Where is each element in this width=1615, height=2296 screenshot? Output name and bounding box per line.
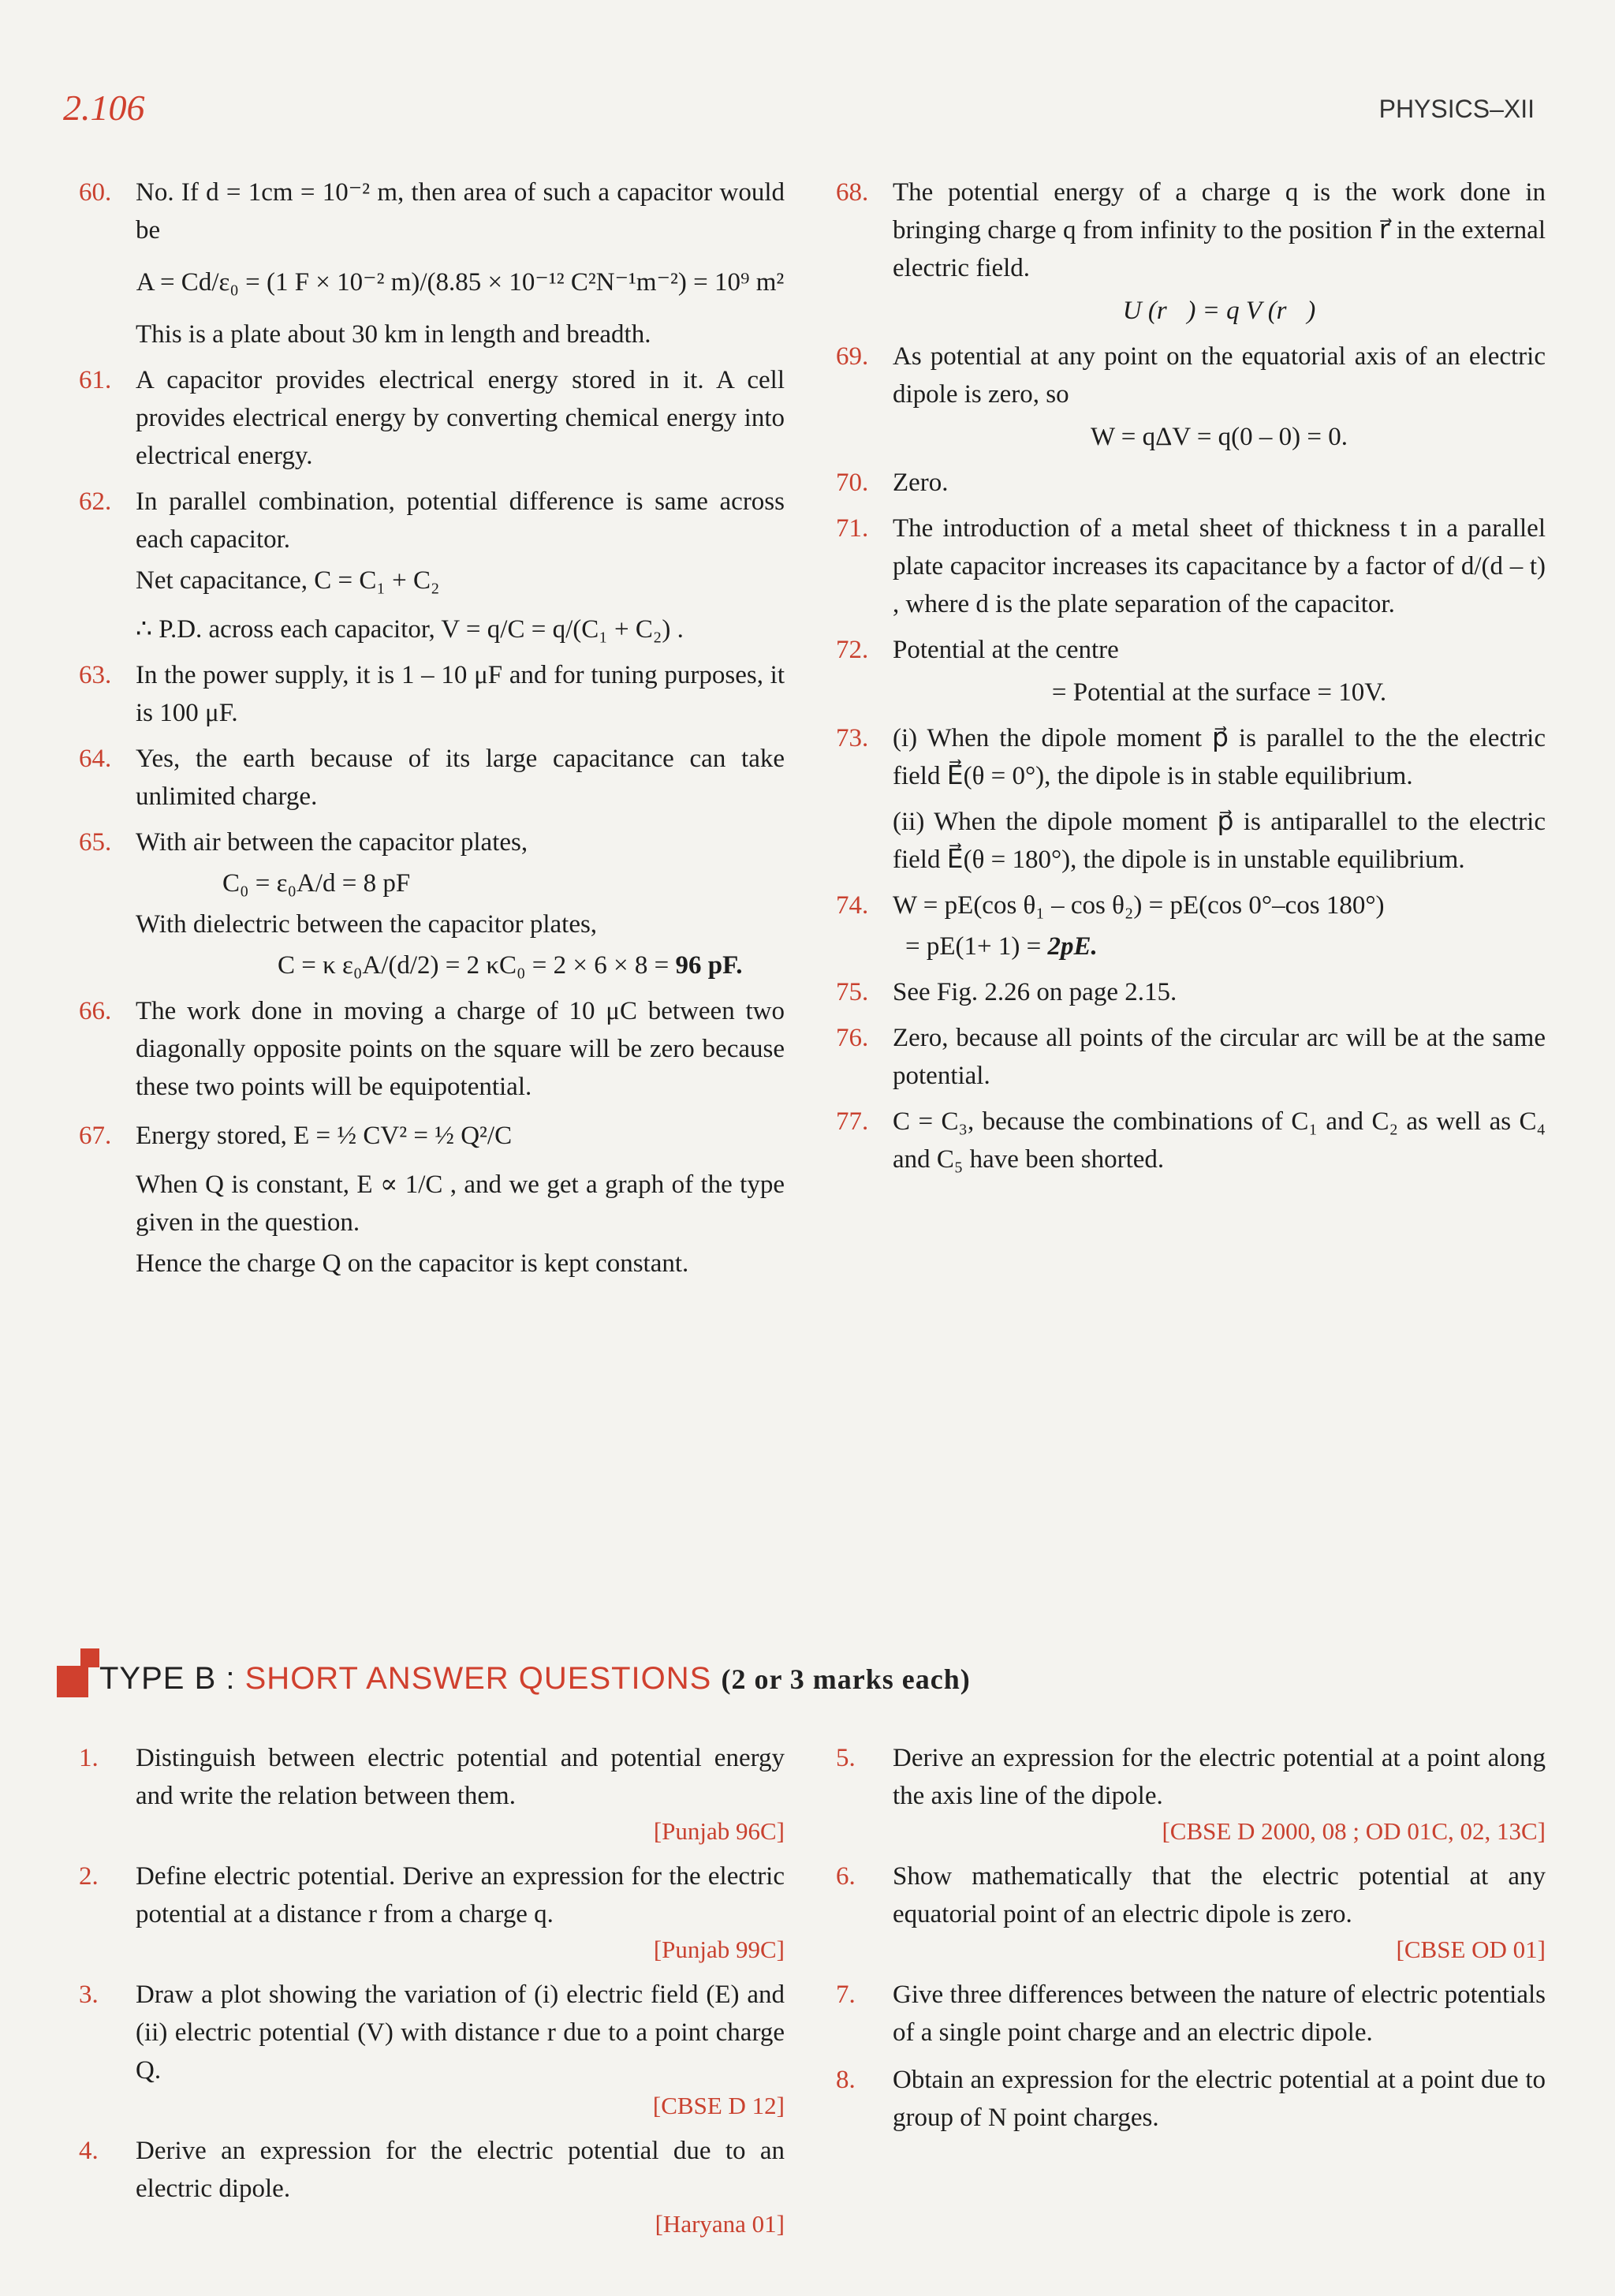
answer-text: Yes, the earth because of its large capacitance can take unlimited charge. <box>136 745 785 811</box>
answer-number: 65. <box>79 828 112 857</box>
section-marker-small <box>80 1648 99 1667</box>
net-capacitance-line: Net capacitance, C = C₁ + C₂ <box>136 566 440 595</box>
energy-equation: Energy stored, E = ½ CV² = ½ Q²/C <box>136 1122 513 1150</box>
answer-text: The potential energy of a charge q is the work done in bringing charge q from infinity to the position r⃗ in the external electric field. <box>893 178 1546 282</box>
answer-67 <box>79 1117 785 1282</box>
question-3 <box>79 1976 785 2122</box>
work-dipole-equation: W = pE(cos θ₁ – cos θ₂) = pE(cos 0°–cos 180°) <box>893 891 1385 920</box>
book-title: PHYSICS–XII <box>1378 95 1535 123</box>
pd-equation: ∴ P.D. across each capacitor, V = q/C = q/(C₁ + C₂) . <box>136 615 684 644</box>
answer-number: 74. <box>836 891 869 920</box>
answer-text: See Fig. 2.26 on page 2.15. <box>893 978 1177 1006</box>
answer-number: 61. <box>79 366 112 394</box>
answer-text: Zero. <box>893 469 949 497</box>
question-reference: [Punjab 96C] <box>653 1817 785 1845</box>
answer-71 <box>836 510 1546 623</box>
page-number: 2.106 <box>63 88 145 128</box>
section-marker-large <box>57 1666 88 1697</box>
answer-note: This is a plate about 30 km in length and breadth. <box>136 320 651 349</box>
question-text: Distinguish between electric potential and potential energy and write the relation between them. <box>136 1744 785 1810</box>
answer-text: A capacitor provides electrical energy stored in it. A cell provides electrical energy by converting chemical energy into electrical energy. <box>136 366 785 470</box>
question-text: Give three differences between the nature of electric potentials of a single point charge and an electric dipole. <box>893 1981 1546 2047</box>
answer-text: The work done in moving a charge of 10 μC between two diagonally opposite points on the square will be zero because these two points will be equipotential. <box>136 997 785 1101</box>
answer-66 <box>79 992 785 1106</box>
answer-72 <box>836 631 1546 711</box>
answer-number: 77. <box>836 1107 869 1136</box>
answer-text: Zero, because all points of the circular arc will be at the same potential. <box>893 1024 1546 1090</box>
answer-text: C = C₃, because the combinations of C₁ and C₂ as well as C₄ and C₅ have been shorted. <box>893 1107 1546 1174</box>
answer-text: No. If d = 1cm = 10⁻² m, then area of such a capacitor would be <box>136 178 785 245</box>
centre-potential-line: = Potential at the surface = 10V. <box>1051 678 1387 707</box>
answer-74 <box>836 887 1546 965</box>
question-6 <box>836 1857 1546 1966</box>
answer-text: As potential at any point on the equatorial axis of an electric dipole is zero, so <box>893 342 1546 409</box>
answer-number: 64. <box>79 745 112 773</box>
answer-60 <box>79 174 785 353</box>
answer-73 <box>836 719 1546 879</box>
question-number: 2. <box>79 1862 99 1891</box>
answer-number: 62. <box>79 487 112 516</box>
answer-61 <box>79 361 785 475</box>
answer-text: Potential at the centre <box>893 636 1119 664</box>
answer-65 <box>79 823 785 984</box>
answer-75 <box>836 973 1546 1011</box>
section-marks: (2 or 3 marks each) <box>721 1663 971 1695</box>
questions-left-column <box>79 1739 785 2250</box>
work-dipole-result: 2pE. <box>1047 932 1098 961</box>
answers-left-column <box>79 174 785 1290</box>
question-4 <box>79 2132 785 2241</box>
question-text: Show mathematically that the electric potential at any equatorial point of an electric dipole is zero. <box>893 1862 1546 1928</box>
question-text: Derive an expression for the electric potential at a point along the axis line of the dipole. <box>893 1744 1546 1810</box>
section-name: SHORT ANSWER QUESTIONS <box>244 1661 712 1696</box>
air-capacitance-equation: C₀ = ε₀A/d = 8 pF <box>222 869 411 898</box>
work-equation: W = qΔV = q(0 – 0) = 0. <box>1090 423 1348 451</box>
answer-number: 72. <box>836 636 869 664</box>
area-equation: A = Cd/ε₀ = (1 F × 10⁻² m)/(8.85 × 10⁻¹² C²N⁻¹m⁻²) = 10⁹ m² <box>136 268 785 297</box>
dielectric-equation-body: C = κ ε₀A/(d/2) = 2 κC₀ = 2 × 6 × 8 = <box>278 951 676 980</box>
question-reference: [CBSE D 2000, 08 ; OD 01C, 02, 13C] <box>1162 1817 1546 1845</box>
answer-number: 66. <box>79 997 112 1025</box>
answer-text: In the power supply, it is 1 – 10 μF and for tuning purposes, it is 100 μF. <box>136 661 785 727</box>
stable-equilibrium-text: (i) When the dipole moment p⃗ is parallel to the the electric field E⃗(θ = 0°), the dipole is in stable equilibrium. <box>893 724 1546 790</box>
question-reference: [Punjab 99C] <box>653 1936 785 1963</box>
question-5 <box>836 1739 1546 1848</box>
answer-number: 68. <box>836 178 869 207</box>
energy-relation: When Q is constant, E ∝ 1/C , and we get a graph of the type given in the question. <box>136 1170 785 1237</box>
answer-text: With air between the capacitor plates, <box>136 828 528 857</box>
section-heading <box>57 1648 1555 1704</box>
answer-77 <box>836 1103 1546 1178</box>
answer-70 <box>836 464 1546 502</box>
answer-number: 60. <box>79 178 112 207</box>
question-number: 5. <box>836 1744 856 1772</box>
answer-text: In parallel combination, potential difference is same across each capacitor. <box>136 487 785 554</box>
answer-64 <box>79 740 785 816</box>
section-type: TYPE B : <box>99 1661 236 1696</box>
question-number: 4. <box>79 2137 99 2165</box>
question-reference: [CBSE OD 01] <box>1396 1936 1546 1963</box>
energy-conclusion: Hence the charge Q on the capacitor is kept constant. <box>136 1249 689 1278</box>
question-number: 7. <box>836 1981 856 2009</box>
question-reference: [CBSE D 12] <box>652 2092 785 2119</box>
potential-energy-equation: U (r⃗) = q V (r⃗) <box>1122 297 1316 325</box>
work-dipole-result-line <box>893 928 1546 965</box>
dielectric-result: 96 pF. <box>675 951 743 980</box>
question-text: Derive an expression for the electric potential due to an electric dipole. <box>136 2137 785 2203</box>
answer-62 <box>79 483 785 648</box>
question-reference: [Haryana 01] <box>655 2210 785 2238</box>
answer-number: 73. <box>836 724 869 752</box>
answer-68 <box>836 174 1546 330</box>
question-number: 1. <box>79 1744 99 1772</box>
answer-76 <box>836 1019 1546 1095</box>
question-2 <box>79 1857 785 1966</box>
question-number: 6. <box>836 1862 856 1891</box>
unstable-equilibrium-text: (ii) When the dipole moment p⃗ is antiparallel to the electric field E⃗(θ = 180°), the dipole is in unstable equilibrium. <box>893 808 1546 874</box>
question-text: Define electric potential. Derive an expression for the electric potential at a distance r from a charge q. <box>136 1862 785 1928</box>
answer-number: 67. <box>79 1122 112 1150</box>
dielectric-line: With dielectric between the capacitor plates, <box>136 910 598 939</box>
answer-63 <box>79 656 785 732</box>
dielectric-equation <box>136 946 785 984</box>
question-8 <box>836 2061 1546 2137</box>
answer-number: 75. <box>836 978 869 1006</box>
answer-number: 76. <box>836 1024 869 1052</box>
question-text: Obtain an expression for the electric potential at a point due to group of N point charges. <box>893 2066 1546 2132</box>
work-dipole-result-body: = pE(1+ 1) = <box>905 932 1048 961</box>
answer-number: 69. <box>836 342 869 371</box>
question-number: 3. <box>79 1981 99 2009</box>
question-7 <box>836 1976 1546 2051</box>
answer-number: 71. <box>836 514 869 543</box>
section-title <box>99 1661 971 1697</box>
answer-number: 70. <box>836 469 869 497</box>
questions-right-column <box>836 1739 1546 2146</box>
question-text: Draw a plot showing the variation of (i) electric field (E) and (ii) electric potential (V) with distance r due to a point charge Q. <box>136 1981 785 2085</box>
answer-number: 63. <box>79 661 112 689</box>
answers-right-column <box>836 174 1546 1186</box>
answer-text: The introduction of a metal sheet of thickness t in a parallel plate capacitor increases its capacitance by a factor of d/(d – t) , where d is the plate separation of the capacitor. <box>893 514 1546 618</box>
question-1 <box>79 1739 785 1848</box>
question-number: 8. <box>836 2066 856 2094</box>
answer-69 <box>836 338 1546 456</box>
